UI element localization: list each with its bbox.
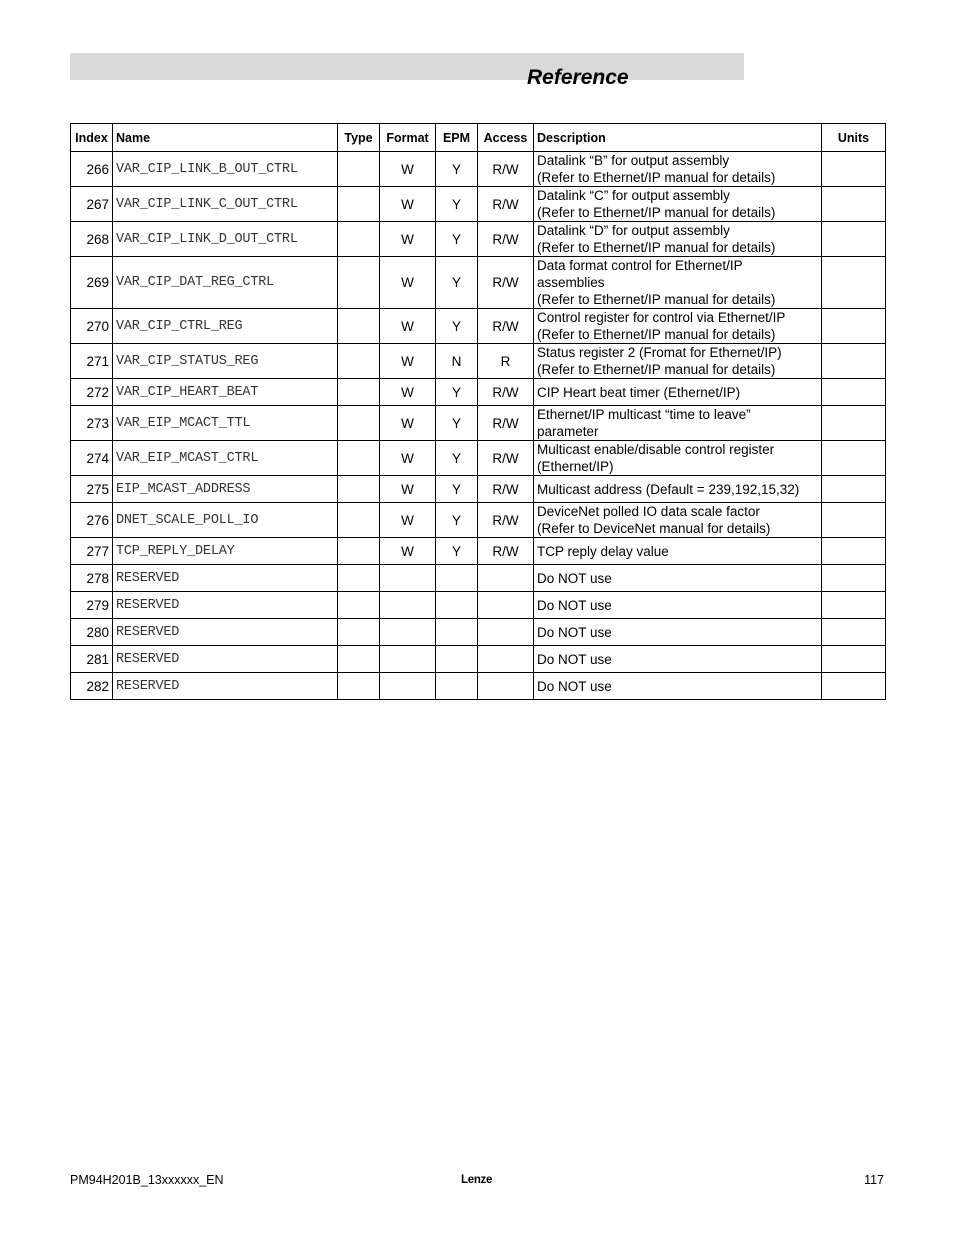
section-title: Reference: [527, 66, 629, 89]
footer-page-number: 117: [864, 1173, 884, 1187]
description-line: DeviceNet polled IO data scale factor: [537, 504, 760, 519]
table-body: [71, 152, 886, 700]
table-row: [71, 344, 886, 379]
cell-description: [534, 565, 822, 592]
cell-index: 274: [71, 441, 113, 476]
cell-access: R/W: [478, 152, 534, 187]
cell-description: [534, 503, 822, 538]
cell-epm: Y: [436, 538, 478, 565]
description-line: Datalink “B” for output assembly: [537, 153, 730, 168]
description-line: Data format control for Ethernet/IP: [537, 258, 743, 273]
cell-access: R/W: [478, 222, 534, 257]
cell-units: [822, 538, 886, 565]
cell-units: [822, 476, 886, 503]
cell-units: [822, 592, 886, 619]
cell-access: R/W: [478, 406, 534, 441]
cell-type: [338, 152, 380, 187]
cell-description: [534, 619, 822, 646]
table-row: [71, 673, 886, 700]
description-line: Datalink “D” for output assembly: [537, 223, 730, 238]
cell-type: [338, 379, 380, 406]
cell-access: R/W: [478, 538, 534, 565]
description-line: (Ethernet/IP): [537, 459, 614, 474]
cell-access: R/W: [478, 257, 534, 309]
cell-units: [822, 406, 886, 441]
cell-access: R/W: [478, 309, 534, 344]
cell-epm: Y: [436, 187, 478, 222]
cell-access: [478, 592, 534, 619]
column-header-access: Access: [478, 124, 534, 152]
description-line: Datalink “C” for output assembly: [537, 188, 730, 203]
cell-type: [338, 309, 380, 344]
cell-epm: Y: [436, 441, 478, 476]
cell-format: W: [380, 222, 436, 257]
description-line: (Refer to Ethernet/IP manual for details): [537, 170, 776, 185]
table-row: [71, 565, 886, 592]
description-line: (Refer to DeviceNet manual for details): [537, 521, 771, 536]
cell-name: VAR_CIP_LINK_B_OUT_CTRL: [113, 152, 338, 187]
table-row: [71, 476, 886, 503]
cell-type: [338, 646, 380, 673]
cell-description: [534, 476, 822, 503]
cell-name: EIP_MCAST_ADDRESS: [113, 476, 338, 503]
cell-description: [534, 441, 822, 476]
cell-index: 267: [71, 187, 113, 222]
description-line: Do NOT use: [537, 624, 612, 640]
cell-description: [534, 673, 822, 700]
cell-name: VAR_EIP_MCACT_TTL: [113, 406, 338, 441]
cell-index: 277: [71, 538, 113, 565]
cell-description: [534, 538, 822, 565]
cell-units: [822, 565, 886, 592]
description-line: Do NOT use: [537, 651, 612, 667]
cell-access: R/W: [478, 503, 534, 538]
table-row: [71, 619, 886, 646]
cell-access: [478, 565, 534, 592]
description-line: Do NOT use: [537, 597, 612, 613]
column-header-units: Units: [822, 124, 886, 152]
table-row: [71, 503, 886, 538]
description-line: (Refer to Ethernet/IP manual for details): [537, 327, 776, 342]
cell-units: [822, 646, 886, 673]
cell-units: [822, 309, 886, 344]
description-line: Multicast address (Default = 239,192,15,32): [537, 481, 800, 497]
cell-format: W: [380, 257, 436, 309]
table-row: [71, 187, 886, 222]
cell-description: [534, 257, 822, 309]
cell-description: [534, 592, 822, 619]
cell-index: 268: [71, 222, 113, 257]
cell-access: R/W: [478, 379, 534, 406]
cell-format: [380, 592, 436, 619]
cell-access: [478, 646, 534, 673]
column-header-index: Index: [71, 124, 113, 152]
cell-units: [822, 619, 886, 646]
description-line: TCP reply delay value: [537, 543, 669, 559]
cell-description: [534, 344, 822, 379]
cell-epm: Y: [436, 406, 478, 441]
cell-description: [534, 406, 822, 441]
cell-index: 269: [71, 257, 113, 309]
cell-format: W: [380, 406, 436, 441]
description-line: Status register 2 (Fromat for Ethernet/IP): [537, 345, 782, 360]
cell-type: [338, 538, 380, 565]
table-row: [71, 406, 886, 441]
cell-access: R: [478, 344, 534, 379]
cell-format: [380, 565, 436, 592]
table-row: [71, 441, 886, 476]
table-row: [71, 309, 886, 344]
cell-index: 271: [71, 344, 113, 379]
header-bar: [70, 53, 744, 80]
table-header-row: [71, 124, 886, 152]
cell-type: [338, 673, 380, 700]
cell-format: W: [380, 187, 436, 222]
cell-name: RESERVED: [113, 619, 338, 646]
cell-name: RESERVED: [113, 646, 338, 673]
cell-format: W: [380, 309, 436, 344]
cell-name: DNET_SCALE_POLL_IO: [113, 503, 338, 538]
cell-type: [338, 187, 380, 222]
table-row: [71, 257, 886, 309]
cell-access: [478, 619, 534, 646]
column-header-type: Type: [338, 124, 380, 152]
cell-epm: Y: [436, 152, 478, 187]
cell-type: [338, 592, 380, 619]
cell-format: [380, 619, 436, 646]
cell-units: [822, 222, 886, 257]
cell-name: RESERVED: [113, 592, 338, 619]
cell-description: [534, 222, 822, 257]
cell-type: [338, 406, 380, 441]
table-row: [71, 379, 886, 406]
cell-name: RESERVED: [113, 565, 338, 592]
cell-access: R/W: [478, 187, 534, 222]
cell-epm: Y: [436, 309, 478, 344]
footer-brand-logo: Lenze: [461, 1174, 493, 1186]
cell-format: W: [380, 538, 436, 565]
cell-units: [822, 379, 886, 406]
cell-description: [534, 379, 822, 406]
cell-index: 282: [71, 673, 113, 700]
cell-name: VAR_EIP_MCAST_CTRL: [113, 441, 338, 476]
cell-units: [822, 441, 886, 476]
cell-index: 270: [71, 309, 113, 344]
cell-epm: [436, 592, 478, 619]
table-row: [71, 538, 886, 565]
cell-description: [534, 309, 822, 344]
cell-epm: N: [436, 344, 478, 379]
table-row: [71, 152, 886, 187]
cell-index: 266: [71, 152, 113, 187]
column-header-name: Name: [113, 124, 338, 152]
cell-units: [822, 187, 886, 222]
cell-units: [822, 344, 886, 379]
table-row: [71, 646, 886, 673]
description-line: Ethernet/IP multicast “time to leave”: [537, 407, 751, 422]
cell-format: W: [380, 441, 436, 476]
cell-format: [380, 673, 436, 700]
cell-name: RESERVED: [113, 673, 338, 700]
description-line: (Refer to Ethernet/IP manual for details): [537, 292, 776, 307]
cell-format: W: [380, 344, 436, 379]
description-line: (Refer to Ethernet/IP manual for details): [537, 240, 776, 255]
cell-epm: Y: [436, 222, 478, 257]
cell-index: 272: [71, 379, 113, 406]
cell-units: [822, 257, 886, 309]
cell-name: VAR_CIP_LINK_C_OUT_CTRL: [113, 187, 338, 222]
cell-access: R/W: [478, 441, 534, 476]
cell-units: [822, 152, 886, 187]
cell-index: 278: [71, 565, 113, 592]
cell-index: 275: [71, 476, 113, 503]
cell-name: VAR_CIP_LINK_D_OUT_CTRL: [113, 222, 338, 257]
cell-epm: Y: [436, 257, 478, 309]
cell-index: 280: [71, 619, 113, 646]
description-line: parameter: [537, 424, 599, 439]
cell-epm: [436, 673, 478, 700]
column-header-epm: EPM: [436, 124, 478, 152]
cell-epm: [436, 646, 478, 673]
table-row: [71, 222, 886, 257]
cell-epm: [436, 565, 478, 592]
cell-description: [534, 646, 822, 673]
description-line: CIP Heart beat timer (Ethernet/IP): [537, 384, 741, 400]
cell-epm: [436, 619, 478, 646]
column-header-format: Format: [380, 124, 436, 152]
description-line: (Refer to Ethernet/IP manual for details): [537, 205, 776, 220]
cell-description: [534, 152, 822, 187]
cell-name: VAR_CIP_CTRL_REG: [113, 309, 338, 344]
description-line: Do NOT use: [537, 678, 612, 694]
cell-epm: Y: [436, 503, 478, 538]
cell-name: VAR_CIP_STATUS_REG: [113, 344, 338, 379]
cell-index: 279: [71, 592, 113, 619]
cell-type: [338, 344, 380, 379]
cell-index: 281: [71, 646, 113, 673]
cell-type: [338, 619, 380, 646]
cell-epm: Y: [436, 476, 478, 503]
cell-type: [338, 503, 380, 538]
cell-format: W: [380, 503, 436, 538]
cell-type: [338, 257, 380, 309]
cell-format: W: [380, 379, 436, 406]
description-line: (Refer to Ethernet/IP manual for details): [537, 362, 776, 377]
cell-index: 273: [71, 406, 113, 441]
description-line: assemblies: [537, 275, 605, 290]
description-line: Control register for control via Ethernet/IP: [537, 310, 786, 325]
cell-access: [478, 673, 534, 700]
column-header-description: Description: [534, 124, 822, 152]
cell-format: [380, 646, 436, 673]
table-row: [71, 592, 886, 619]
cell-epm: Y: [436, 379, 478, 406]
cell-index: 276: [71, 503, 113, 538]
cell-description: [534, 187, 822, 222]
description-line: Multicast enable/disable control register: [537, 442, 775, 457]
cell-format: W: [380, 476, 436, 503]
parameter-table: [70, 123, 886, 700]
cell-units: [822, 673, 886, 700]
cell-name: VAR_CIP_DAT_REG_CTRL: [113, 257, 338, 309]
cell-format: W: [380, 152, 436, 187]
cell-name: TCP_REPLY_DELAY: [113, 538, 338, 565]
cell-type: [338, 565, 380, 592]
cell-type: [338, 441, 380, 476]
cell-access: R/W: [478, 476, 534, 503]
description-line: Do NOT use: [537, 570, 612, 586]
cell-type: [338, 222, 380, 257]
cell-units: [822, 503, 886, 538]
footer-doc-id: PM94H201B_13xxxxxx_EN: [70, 1173, 224, 1187]
cell-type: [338, 476, 380, 503]
cell-name: VAR_CIP_HEART_BEAT: [113, 379, 338, 406]
